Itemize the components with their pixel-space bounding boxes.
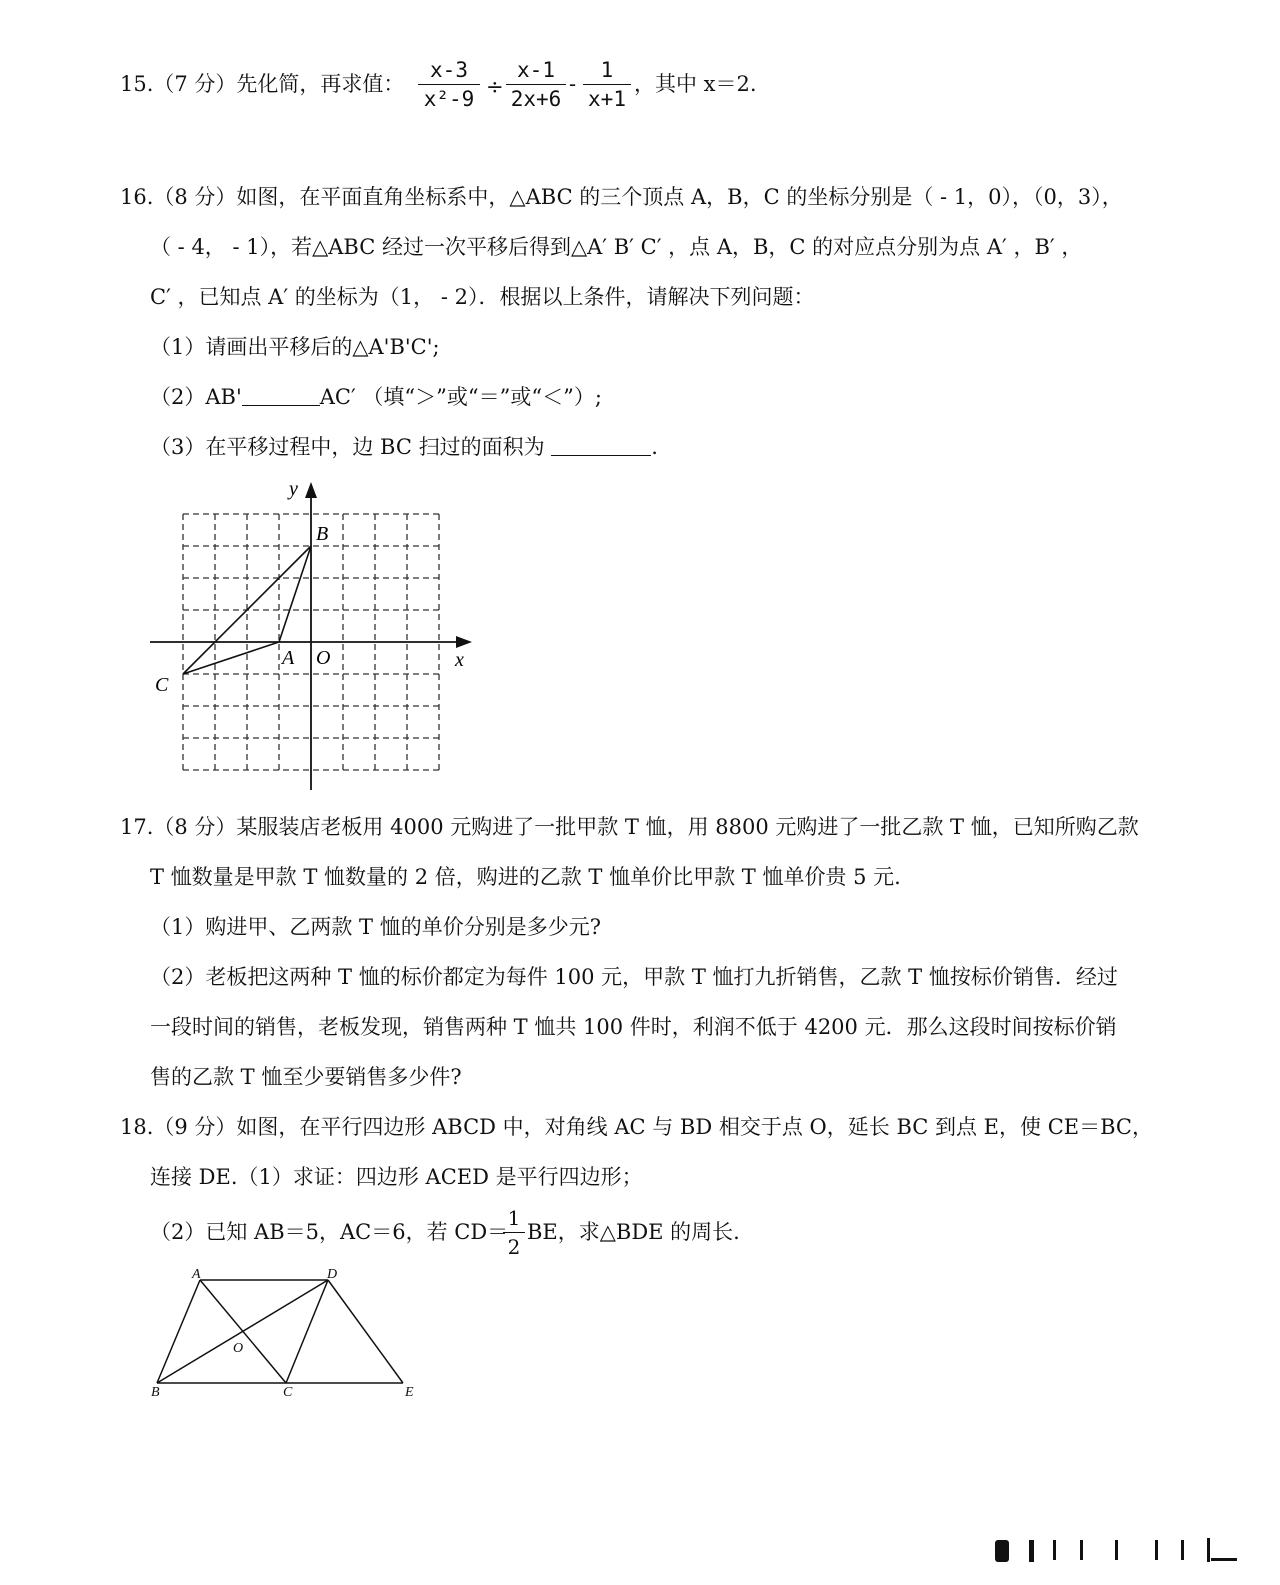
y-axis-label: y: [289, 478, 298, 500]
q17-part-1: （1）购进甲、乙两款 T 恤的单价分别是多少元?: [150, 915, 601, 939]
page-edge-artifact: [985, 1528, 1245, 1568]
point-a-label: A: [282, 647, 295, 669]
segment-ab: [157, 1280, 200, 1383]
q16-line-3: C′ ，已知点 A′ 的坐标为（1， - 2）．根据以上条件，请解决下列问题：: [150, 285, 815, 309]
q18-fraction-half: 1 2: [503, 1206, 525, 1259]
q15-fraction-1: x-3 x²-9: [418, 58, 480, 111]
segment-de: [328, 1280, 403, 1383]
x-axis-label: x: [455, 649, 464, 671]
point-a-label: A: [192, 1267, 201, 1282]
q16-part-2: （2）AB' AC′ （填“＞”或“＝”或“＜”）;: [150, 385, 602, 409]
q18-line-2: 连接 DE.（1）求证：四边形 ACED 是平行四边形；: [150, 1165, 643, 1189]
q15-suffix: ，其中 x＝2.: [634, 72, 757, 96]
q15-fraction-2: x-1 2x+6: [506, 58, 566, 111]
q17-line-2: T 恤数量是甲款 T 恤数量的 2 倍，购进的乙款 T 恤单价比甲款 T 恤单价贵 5 元.: [150, 865, 901, 889]
q17-part-2-line-3: 售的乙款 T 恤至少要销售多少件?: [150, 1065, 462, 1089]
q18-part-2-a: （2）已知 AB＝5，AC＝6，若 CD＝: [150, 1220, 509, 1244]
q16-part-1: （1）请画出平移后的△A'B'C';: [150, 335, 440, 359]
q16-line-1: 16.（8 分）如图，在平面直角坐标系中，△ABC 的三个顶点 A，B，C 的坐标分别是（ - 1，0），（0，3），: [120, 185, 1123, 209]
point-d-label: D: [327, 1267, 338, 1282]
q15-prefix: 15.（7 分）先化简，再求值：: [120, 72, 405, 96]
point-c-label: C: [155, 674, 169, 696]
segment-bd: [157, 1280, 328, 1383]
point-o-label: O: [233, 1341, 244, 1356]
point-e-label: E: [405, 1385, 414, 1400]
segment-dc: [286, 1280, 328, 1383]
q15-divide-sign: ÷: [486, 75, 504, 99]
q18-part-2-b: BE，求△BDE 的周长.: [527, 1220, 740, 1244]
q17-line-1: 17.（8 分）某服装店老板用 4000 元购进了一批甲款 T 恤，用 8800 元购进了一批乙款 T 恤，已知所购乙款: [120, 815, 1139, 839]
point-b-label: B: [316, 523, 329, 545]
origin-label: O: [316, 647, 331, 669]
q16-part-3: （3）在平移过程中，边 BC 扫过的面积为 .: [150, 435, 658, 459]
q15-fraction-3: 1 x+1: [583, 58, 631, 111]
q16-line-2: （ - 4， - 1），若△ABC 经过一次平移后得到△A′ B′ C′ ，点 A，B，C 的对应点分别为点 A′ ，B′ ，: [150, 235, 1083, 259]
point-c-label: C: [283, 1385, 293, 1400]
q17-part-2-line-1: （2）老板把这两种 T 恤的标价都定为每件 100 元，甲款 T 恤打九折销售，乙款 T 恤按标价销售．经过: [150, 965, 1118, 989]
point-b-label: B: [151, 1385, 160, 1400]
q18-line-1: 18.（9 分）如图，在平行四边形 ABCD 中，对角线 AC 与 BD 相交于点 O，延长 BC 到点 E，使 CE＝BC，: [120, 1115, 1153, 1139]
q15-minus-sign: -: [569, 72, 577, 96]
q17-part-2-line-2: 一段时间的销售，老板发现，销售两种 T 恤共 100 件时，利润不低于 4200 元．那么这段时间按标价销: [150, 1015, 1117, 1039]
